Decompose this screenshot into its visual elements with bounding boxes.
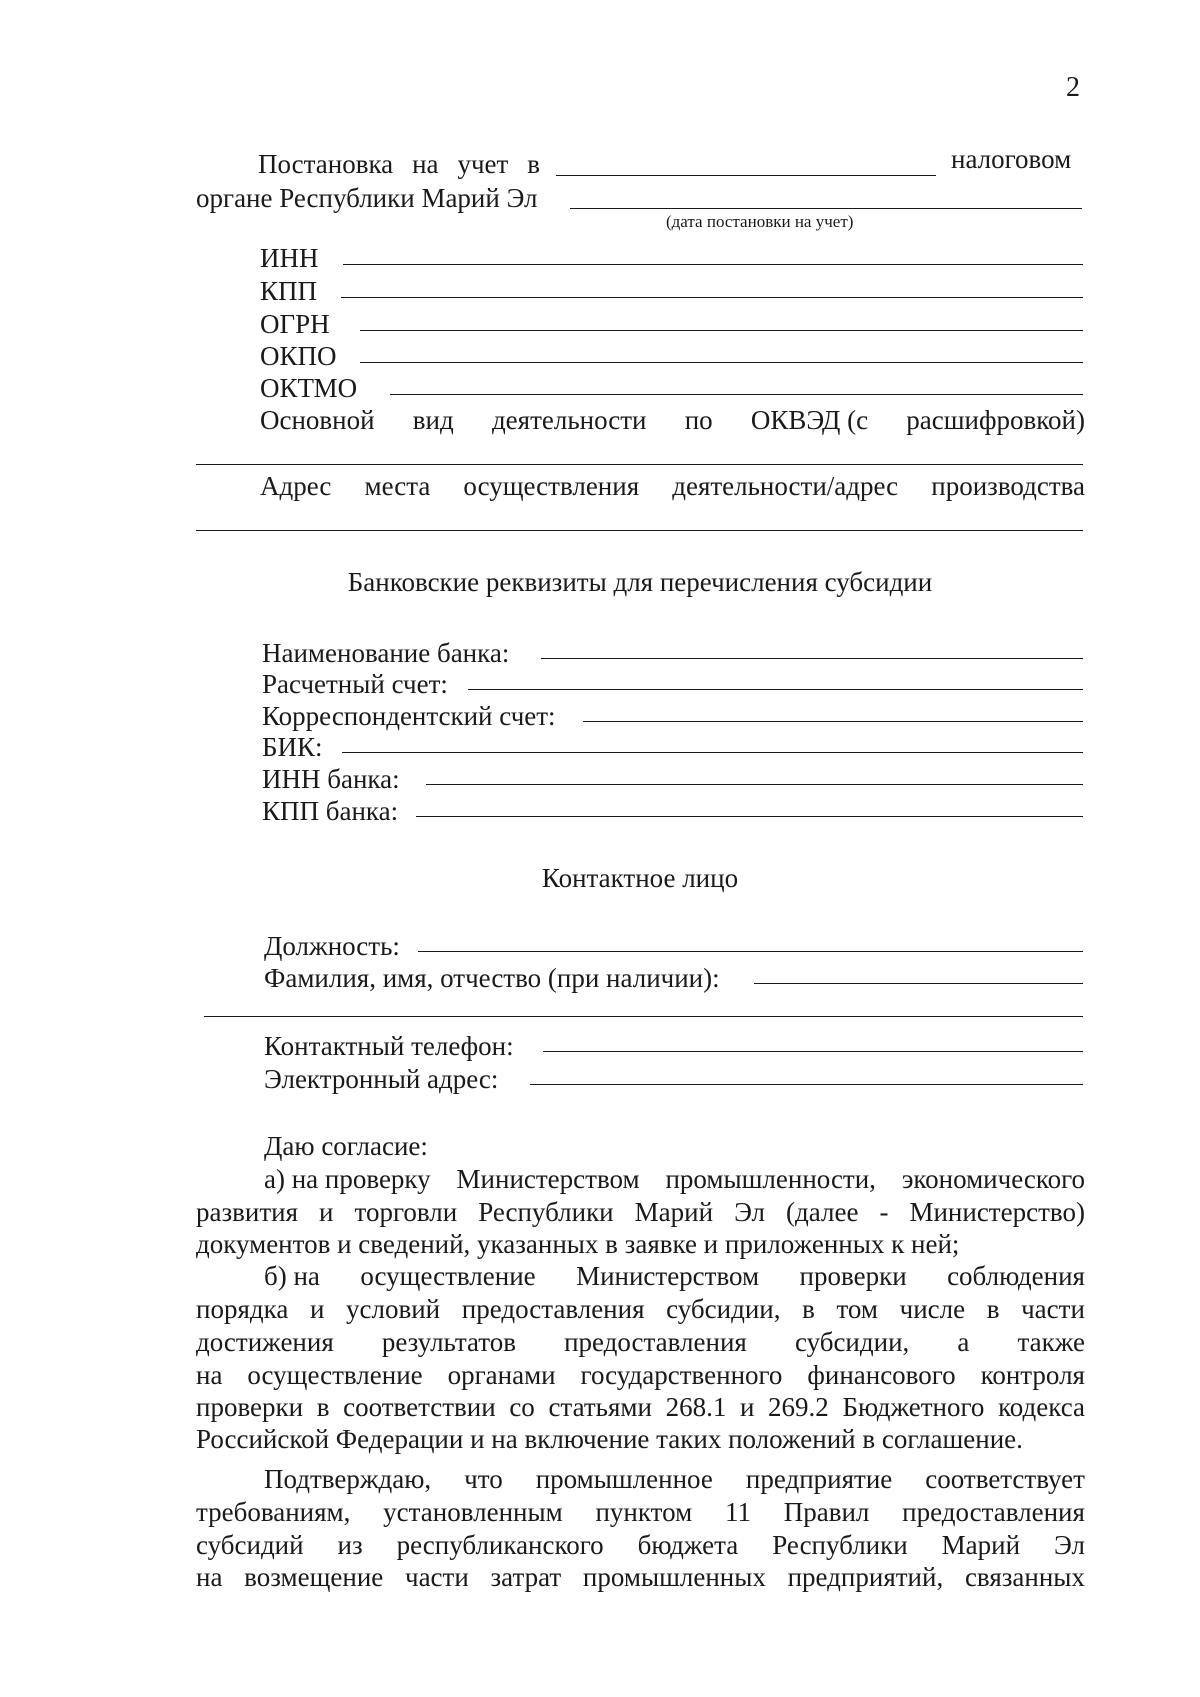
word: в <box>527 149 540 179</box>
confirm-line-3 <box>196 1529 1085 1561</box>
inn-label: ИНН <box>260 243 319 273</box>
word: места <box>364 471 431 501</box>
word: что <box>464 1464 503 1494</box>
contact-phone-blank[interactable] <box>543 1051 1083 1052</box>
word: со <box>509 1392 535 1422</box>
word: Марий <box>941 1530 1021 1560</box>
word: и <box>319 1197 334 1227</box>
word: соответствует <box>925 1464 1085 1494</box>
word: результатов <box>381 1327 516 1357</box>
word: соблюдения <box>947 1261 1085 1291</box>
word: в <box>986 1294 1000 1324</box>
word: государственного <box>580 1360 783 1390</box>
word: по <box>684 405 713 435</box>
word: предприятие <box>745 1464 893 1494</box>
contact-phone-label: Контактный телефон: <box>264 1031 514 1061</box>
word: осуществление <box>360 1261 536 1291</box>
bank-inn-blank[interactable] <box>426 784 1083 785</box>
confirm-line-4 <box>196 1561 1085 1593</box>
okpo-label: ОКПО <box>260 341 337 371</box>
word: порядка <box>196 1294 289 1324</box>
word: Эл <box>734 1197 766 1227</box>
word: части <box>404 1562 469 1592</box>
word: том <box>836 1294 878 1324</box>
word: развития <box>196 1197 299 1227</box>
word: бюджета <box>637 1530 739 1560</box>
word: из <box>337 1530 363 1560</box>
word: а) на проверку <box>264 1164 431 1194</box>
word: кодекса <box>998 1392 1085 1422</box>
word: промышленности, <box>665 1164 876 1194</box>
ogrn-label: ОГРН <box>260 309 330 339</box>
word: также <box>1017 1327 1085 1357</box>
contact-fio-blank-2[interactable] <box>204 1016 1083 1017</box>
word: пунктом <box>595 1497 693 1527</box>
word: предоставления <box>564 1327 747 1357</box>
bank-kpp-label: КПП банка: <box>262 796 399 826</box>
bank-inn-label: ИНН банка: <box>262 764 400 794</box>
consent-b-line-6: Российской Федерации и на включение таких положений в соглашение. <box>196 1424 1023 1454</box>
word: на <box>196 1562 223 1592</box>
consent-b-line-4 <box>196 1359 1085 1391</box>
registration-line-1-blank[interactable] <box>556 175 936 176</box>
bank-corr-account-label: Корреспондентский счет: <box>262 701 556 731</box>
bank-corr-account-blank[interactable] <box>583 721 1083 722</box>
word: в <box>802 1294 815 1324</box>
word: вид <box>412 405 454 435</box>
word: 269.2 <box>768 1392 829 1422</box>
address-label <box>260 470 1085 502</box>
confirm-line-1 <box>264 1463 1085 1495</box>
word: деятельности <box>491 405 647 435</box>
registration-date-blank[interactable] <box>570 208 1082 209</box>
okpo-blank[interactable] <box>360 362 1083 363</box>
word: Бюджетного <box>842 1392 985 1422</box>
word: и <box>309 1294 325 1324</box>
okved-blank[interactable] <box>196 464 1083 465</box>
word: проверки <box>196 1392 304 1422</box>
oktmo-blank[interactable] <box>390 394 1083 395</box>
consent-title: Даю согласие: <box>264 1131 428 1161</box>
inn-blank[interactable] <box>343 264 1083 265</box>
word: Основной <box>260 405 375 435</box>
bank-name-blank[interactable] <box>541 658 1083 659</box>
word: Республики <box>772 1530 908 1560</box>
word: субсидии, <box>794 1327 910 1357</box>
word: требованиям, <box>196 1497 351 1527</box>
word: финансового <box>807 1360 956 1390</box>
registration-line-2: органе Республики Марий Эл <box>196 183 538 213</box>
bank-account-blank[interactable] <box>468 689 1083 690</box>
contact-position-label: Должность: <box>264 931 400 961</box>
consent-a-line-1 <box>264 1163 1085 1195</box>
word: установленным <box>383 1497 563 1527</box>
word: Постановка <box>258 149 394 179</box>
word: б) на <box>264 1261 320 1291</box>
word: экономического <box>901 1164 1085 1194</box>
word: Правил <box>783 1497 870 1527</box>
word: осуществления <box>463 471 640 501</box>
word: предоставления <box>902 1497 1085 1527</box>
consent-b-line-1 <box>264 1260 1085 1292</box>
bank-bik-label: БИК: <box>262 732 323 762</box>
consent-a-line-3: документов и сведений, указанных в заявке и приложенных к ней; <box>196 1229 960 1259</box>
kpp-blank[interactable] <box>341 297 1083 298</box>
registration-line-1 <box>258 148 540 180</box>
bank-kpp-blank[interactable] <box>416 816 1083 817</box>
bank-account-label: Расчетный счет: <box>262 669 448 699</box>
word: в <box>316 1392 330 1422</box>
word: части <box>1021 1294 1085 1324</box>
word: предприятий, <box>787 1562 944 1592</box>
bank-name-label: Наименование банка: <box>262 638 510 668</box>
word: Министерством <box>576 1261 760 1291</box>
word: - <box>879 1197 889 1227</box>
consent-b-line-5 <box>196 1391 1085 1423</box>
word: предоставления <box>461 1294 645 1324</box>
word: Марий <box>634 1197 714 1227</box>
contact-heading: Контактное лицо <box>541 863 739 893</box>
word: ОКВЭД (с <box>750 405 869 435</box>
word: субсидии, <box>666 1294 781 1324</box>
ogrn-blank[interactable] <box>360 330 1083 331</box>
word: органами <box>447 1360 556 1390</box>
bank-heading: Банковские реквизиты для перечисления субсидии <box>347 567 933 597</box>
address-blank[interactable] <box>196 530 1083 531</box>
word: субсидий <box>196 1530 304 1560</box>
word: Подтверждаю, <box>264 1464 432 1494</box>
word: затрат <box>490 1562 562 1592</box>
word: возмещение <box>244 1562 384 1592</box>
word: 268.1 <box>665 1392 727 1422</box>
word: (далее <box>786 1197 859 1227</box>
word: числе <box>899 1294 966 1324</box>
contact-email-label: Электронный адрес: <box>264 1064 499 1094</box>
word: контроля <box>980 1360 1085 1390</box>
word: производства <box>931 471 1085 501</box>
confirm-line-2 <box>196 1496 1085 1528</box>
word: связанных <box>964 1562 1085 1592</box>
consent-b-line-2 <box>196 1293 1085 1325</box>
okved-label <box>260 404 1085 436</box>
word: Адрес <box>260 471 332 501</box>
word: на <box>196 1360 223 1390</box>
contact-fio-label: Фамилия, имя, отчество (при наличии): <box>264 963 720 993</box>
page-number: 2 <box>1066 72 1080 103</box>
kpp-label: КПП <box>260 276 318 306</box>
word: достижения <box>196 1327 334 1357</box>
word: 11 <box>724 1497 751 1527</box>
word: Республики <box>478 1197 614 1227</box>
word: расшифровкой) <box>906 405 1085 435</box>
word: статьями <box>548 1392 652 1422</box>
word: а <box>957 1327 970 1357</box>
word: деятельности/адрес <box>672 471 899 501</box>
registration-date-caption: (дата постановки на учет) <box>666 212 854 231</box>
contact-fio-blank[interactable] <box>754 983 1083 984</box>
word: торговли <box>354 1197 458 1227</box>
contact-email-blank[interactable] <box>530 1084 1083 1085</box>
word: условий <box>346 1294 441 1324</box>
word: осуществление <box>247 1360 423 1390</box>
oktmo-label: ОКТМО <box>260 373 358 403</box>
word: соответствии <box>343 1392 496 1422</box>
word: промышленное <box>535 1464 713 1494</box>
word: Эл <box>1054 1530 1085 1560</box>
word: республиканского <box>396 1530 604 1560</box>
word: и <box>739 1392 755 1422</box>
consent-b-line-3 <box>196 1326 1085 1358</box>
bank-bik-blank[interactable] <box>342 752 1083 753</box>
word: Министерство) <box>909 1197 1085 1227</box>
consent-a-line-2 <box>196 1196 1085 1228</box>
word: учет <box>457 149 509 179</box>
word: на <box>412 149 439 179</box>
word: Министерством <box>456 1164 640 1194</box>
word: проверки <box>799 1261 907 1291</box>
word: промышленных <box>582 1562 766 1592</box>
registration-line-1-end: налоговом <box>951 144 1072 174</box>
contact-position-blank[interactable] <box>418 951 1083 952</box>
